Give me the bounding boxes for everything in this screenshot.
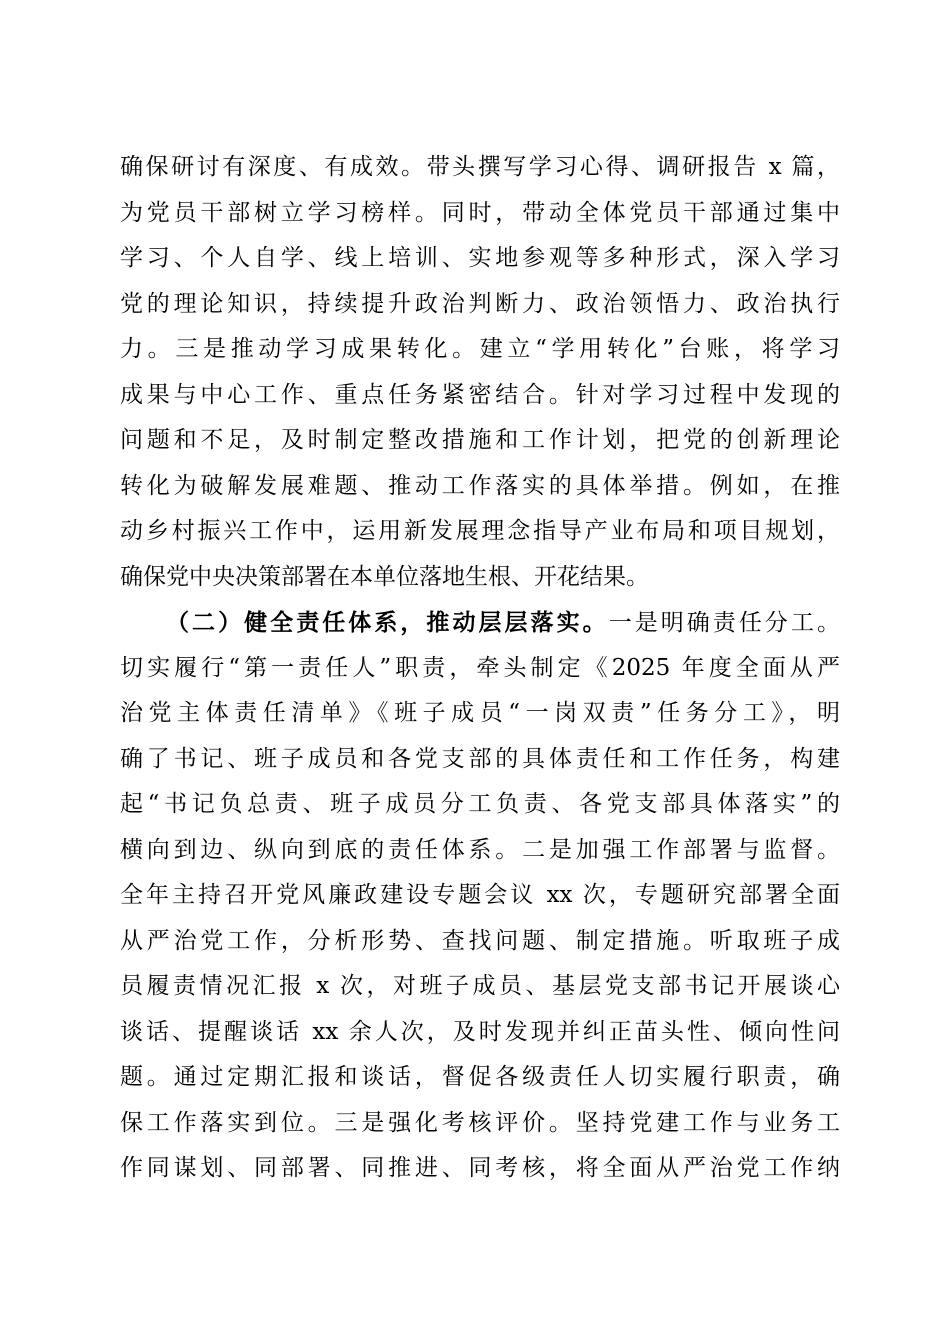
text-line: 力。三是推动学习成果转化。建立“学用转化”台账，将学习: [120, 336, 840, 362]
body-text: [120, 145, 840, 1192]
text-line: 作同谋划、同部署、同推进、同考核，将全面从严治党工作纳: [120, 1155, 840, 1181]
text-line: 确保研讨有深度、有成效。带头撰写学习心得、调研报告 x 篇，: [120, 154, 840, 180]
text-line: 党的理论知识，持续提升政治判断力、政治领悟力、政治执行: [120, 290, 840, 317]
section-heading-line: [120, 600, 840, 646]
text-line: 谈话、提醒谈话 xx 余人次，及时发现并纠正苗头性、倾向性问: [120, 1018, 840, 1045]
text-line: 确保党中央决策部署在本单位落地生根、开花结果。: [120, 563, 649, 590]
text-line: 题。通过定期汇报和谈话，督促各级责任人切实履行职责，确: [120, 1064, 840, 1090]
text-line: 动乡村振兴工作中，运用新发展理念指导产业布局和项目规划，: [120, 518, 840, 544]
text-line: 横向到边、纵向到底的责任体系。二是加强工作部署与监督。: [120, 836, 840, 863]
text-line: 切实履行“第一责任人”职责，牵头制定《2025 年度全面从严: [120, 654, 840, 681]
text-run: 一是明确责任分工。: [608, 610, 840, 636]
text-line: 从严治党工作，分析形势、查找问题、制定措施。听取班子成: [120, 927, 840, 954]
text-line: 成果与中心工作、重点任务紧密结合。针对学习过程中发现的: [120, 381, 840, 408]
text-line: 学习、个人自学、线上培训、实地参观等多种形式，深入学习: [120, 245, 840, 271]
text-line: 全年主持召开党风廉政建设专题会议 xx 次，专题研究部署全面: [120, 882, 840, 908]
text-line: 起“书记负总责、班子成员分工负责、各党支部具体落实”的: [120, 791, 840, 817]
text-line: 确了书记、班子成员和各党支部的具体责任和工作任务，构建: [120, 745, 840, 772]
text-line: 为党员干部树立学习榜样。同时，带动全体党员干部通过集中: [120, 199, 840, 226]
text-line: 治党主体责任清单》《班子成员“一岗双责”任务分工》，明: [120, 700, 840, 726]
text-line: 问题和不足，及时制定整改措施和工作计划，把党的创新理论: [120, 427, 840, 453]
section-heading: （二）健全责任体系，推动层层落实。: [166, 609, 609, 636]
text-line: 员履责情况汇报 x 次，对班子成员、基层党支部书记开展谈心: [120, 973, 840, 999]
text-line: 保工作落实到位。三是强化考核评价。坚持党建工作与业务工: [120, 1109, 840, 1136]
text-line: 转化为破解发展难题、推动工作落实的具体举措。例如，在推: [120, 472, 840, 499]
